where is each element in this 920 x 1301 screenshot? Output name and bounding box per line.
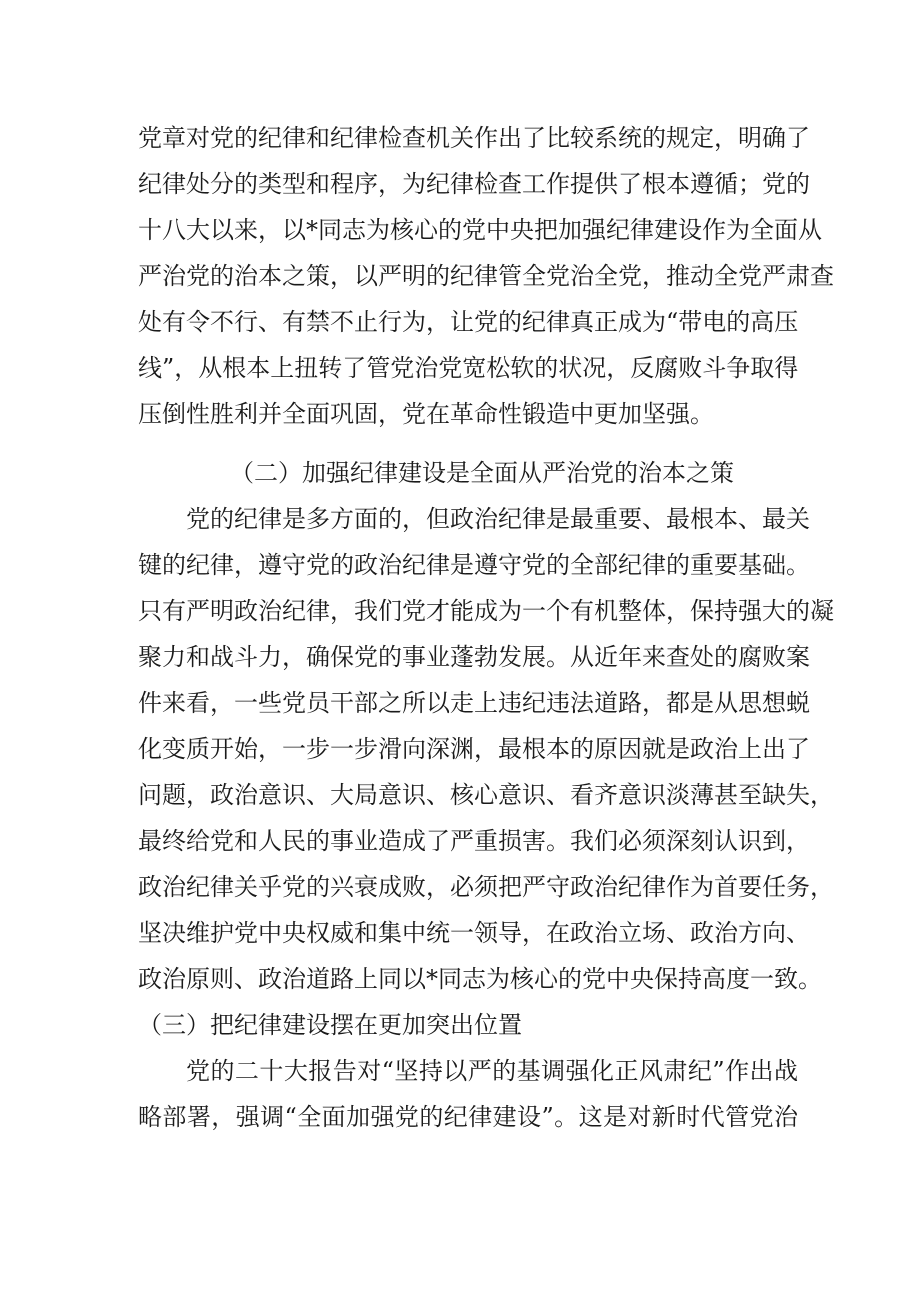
section-heading-3: （三）把纪律建设摆在更加突出位置 xyxy=(138,1011,522,1039)
paragraph-2-line-5: 件来看，一些党员干部之所以走上违纪违法道路，都是从思想蜕 xyxy=(138,689,810,717)
paragraph-1-line-7: 压倒性胜利并全面巩固，党在革命性锻造中更加坚强。 xyxy=(138,400,714,428)
paragraph-2-line-11: 政治原则、政治道路上同以*同志为核心的党中央保持高度一致。 xyxy=(138,965,822,993)
paragraph-2-line-10: 坚决维护党中央权威和集中统一领导，在政治立场、政治方向、 xyxy=(138,919,810,947)
paragraph-2-line-1: 党的纪律是多方面的，但政治纪律是最重要、最根本、最关 xyxy=(186,505,810,533)
paragraph-2-line-9: 政治纪律关乎党的兴衰成败，必须把严守政治纪律作为首要任务， xyxy=(138,873,834,901)
paragraph-1-line-5: 处有令不行、有禁不止行为，让党的纪律真正成为“带电的高压 xyxy=(138,308,799,336)
paragraph-2-line-6: 化变质开始，一步一步滑向深渊，最根本的原因就是政治上出了 xyxy=(138,735,810,763)
paragraph-3-line-2: 略部署，强调“全面加强党的纪律建设”。这是对新时代管党治 xyxy=(138,1103,798,1131)
section-heading-2: （二）加强纪律建设是全面从严治党的治本之策 xyxy=(230,459,734,487)
paragraph-3-line-1: 党的二十大报告对“坚持以严的基调强化正风肃纪”作出战 xyxy=(186,1057,798,1085)
paragraph-2-line-7: 问题，政治意识、大局意识、核心意识、看齐意识淡薄甚至缺失， xyxy=(138,781,834,809)
paragraph-2-line-4: 聚力和战斗力，确保党的事业蓬勃发展。从近年来查处的腐败案 xyxy=(138,643,810,671)
paragraph-2-line-8: 最终给党和人民的事业造成了严重损害。我们必须深刻认识到， xyxy=(138,827,810,855)
paragraph-1-line-6: 线”，从根本上扭转了管党治党宽松软的状况，反腐败斗争取得 xyxy=(138,354,799,382)
paragraph-2-line-2: 键的纪律，遵守党的政治纪律是遵守党的全部纪律的重要基础。 xyxy=(138,551,810,579)
paragraph-1-line-4: 严治党的治本之策，以严明的纪律管全党治全党，推动全党严肃查 xyxy=(138,262,834,290)
paragraph-2-line-3: 只有严明政治纪律，我们党才能成为一个有机整体，保持强大的凝 xyxy=(138,597,834,625)
paragraph-1-line-2: 纪律处分的类型和程序，为纪律检查工作提供了根本遵循；党的 xyxy=(138,170,810,198)
paragraph-1-line-1: 党章对党的纪律和纪律检查机关作出了比较系统的规定，明确了 xyxy=(138,124,810,152)
paragraph-1-line-3: 十八大以来，以*同志为核心的党中央把加强纪律建设作为全面从 xyxy=(138,216,822,244)
